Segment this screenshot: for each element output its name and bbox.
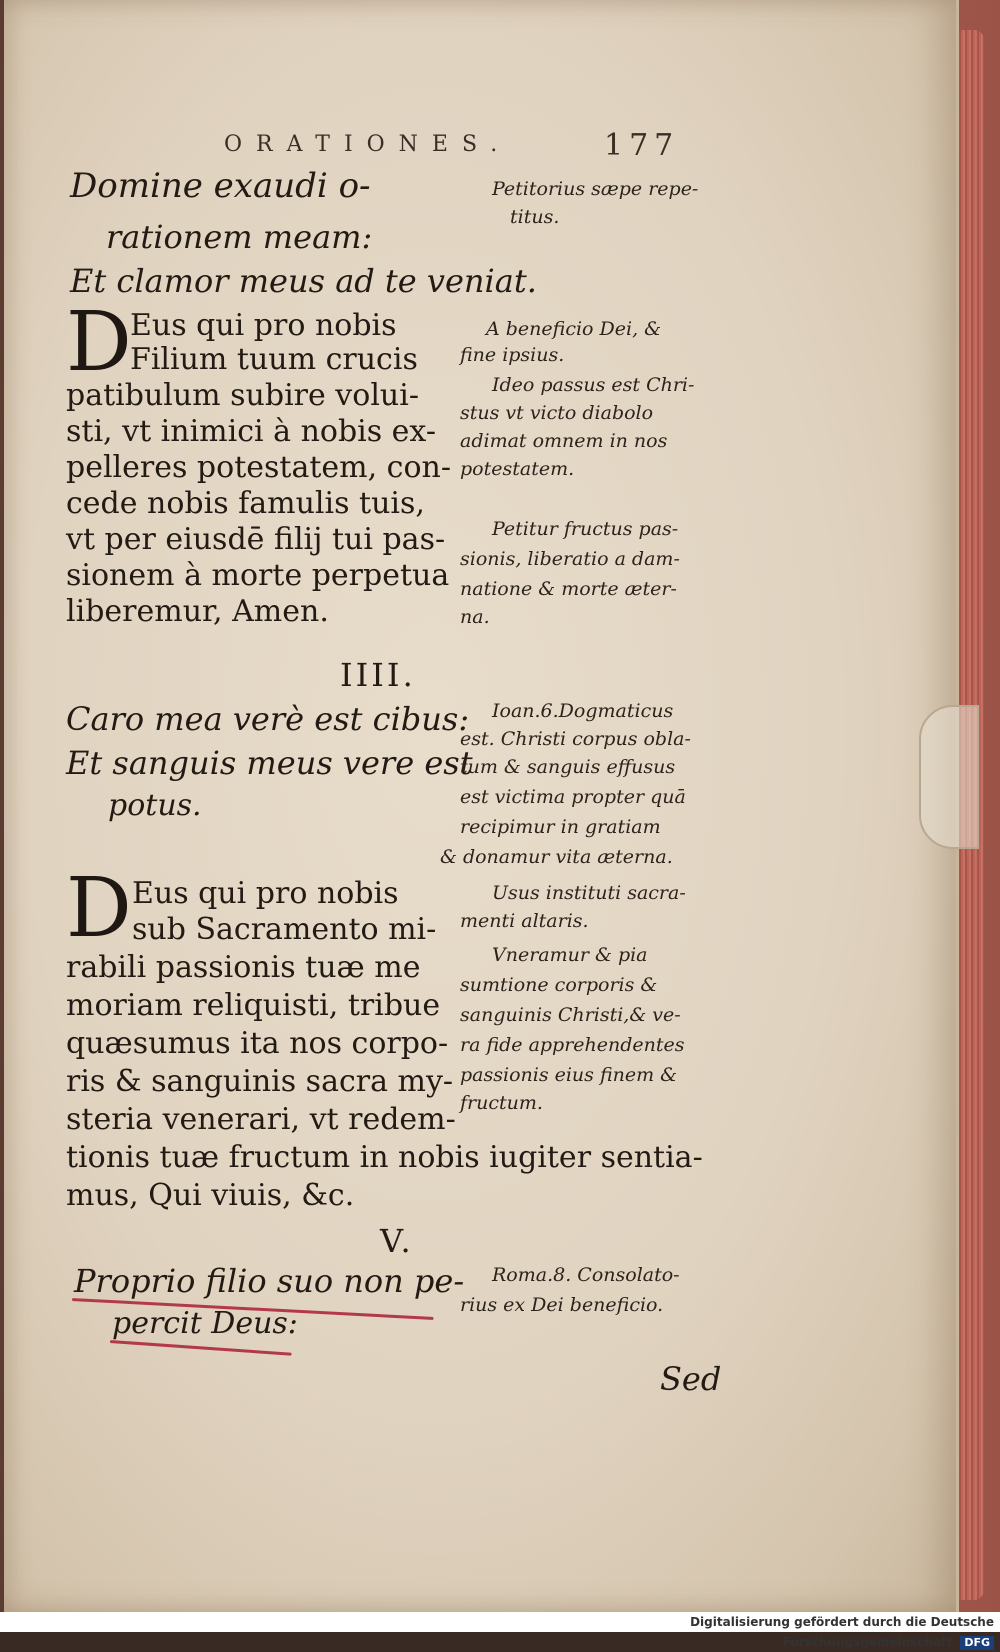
margin-note: fructum. [460, 1092, 543, 1114]
margin-note: fine ipsius. [460, 344, 565, 366]
margin-note: sumtione corporis & [460, 974, 658, 996]
margin-note: est. Christi corpus obla- [460, 728, 691, 750]
red-pen-underline [110, 1340, 292, 1356]
margin-note: passionis eius finem & [460, 1064, 678, 1086]
prayer-line: mus, Qui viuis, &c. [66, 1178, 355, 1213]
versicle-line: potus. [108, 788, 202, 823]
margin-note: rius ex Dei beneficio. [460, 1294, 664, 1316]
digitization-credit [600, 1612, 1000, 1649]
prayer-line: pelleres potestatem, con- [66, 450, 451, 485]
margin-note: sanguinis Christi,& ve- [460, 1004, 681, 1026]
catchword: Sed [660, 1360, 722, 1398]
versicle-line: rationem meam: [106, 218, 373, 256]
versicle-line: percit Deus: [112, 1306, 298, 1341]
versicle-line: Caro mea verè est cibus: [66, 700, 470, 738]
margin-note: Petitur fructus pas- [492, 518, 679, 540]
prayer-line: patibulum subire volui- [66, 378, 419, 413]
margin-note: tum & sanguis effusus [460, 756, 676, 778]
page-tab-marker [919, 705, 979, 849]
prayer-line: Eus qui pro nobis [130, 308, 397, 343]
margin-note: ra fide apprehendentes [460, 1034, 685, 1056]
prayer-line: moriam reliquisti, tribue [66, 988, 441, 1023]
page-number: 177 [604, 128, 680, 163]
margin-note: est victima propter quā [460, 786, 686, 808]
prayer-line: ris & sanguinis sacra my- [66, 1064, 454, 1099]
prayer-line: sub Sacramento mi- [132, 912, 437, 947]
margin-note: sionis, liberatio a dam- [460, 548, 680, 570]
credit-text: Digitalisierung gefördert durch die Deutsche Forschungsgemeinschaft [690, 1615, 994, 1649]
prayer-line: steria venerari, vt redem- [66, 1102, 456, 1137]
section-numeral: IIII. [340, 656, 416, 694]
versicle-line: Et sanguis meus vere est [66, 744, 473, 782]
margin-note: Roma.8. Consolato- [492, 1264, 680, 1286]
margin-note: & donamur vita æterna. [440, 846, 673, 868]
drop-cap: D [66, 295, 132, 390]
prayer-line: rabili passionis tuæ me [66, 950, 421, 985]
prayer-line: cede nobis famulis tuis, [66, 486, 425, 521]
margin-note: potestatem. [460, 458, 575, 480]
running-header [224, 128, 724, 163]
prayer-line: sionem à morte perpetua [66, 558, 450, 593]
versicle-line: Proprio filio suo non pe- [74, 1262, 465, 1300]
prayer-line: tionis tuæ fructum in nobis iugiter sentia- [66, 1140, 703, 1175]
versicle-line: Domine exaudi o- [70, 166, 371, 206]
margin-note: stus vt victo diabolo [460, 402, 654, 424]
margin-note: Vneramur & pia [492, 944, 648, 966]
margin-note: Petitorius sæpe repe- [492, 178, 699, 200]
book-page [4, 0, 959, 1612]
margin-note: natione & morte æter- [460, 578, 677, 600]
drop-cap: D [66, 861, 132, 956]
margin-note: A beneficio Dei, & [486, 318, 662, 340]
versicle-line: Et clamor meus ad te veniat. [70, 262, 537, 300]
margin-note: na. [460, 606, 490, 628]
margin-note: menti altaris. [460, 910, 589, 932]
prayer-line: Filium tuum crucis [130, 342, 418, 377]
running-title: ORATIONES. [224, 132, 512, 157]
prayer-line: sti, vt inimici à nobis ex- [66, 414, 436, 449]
prayer-line: quæsumus ita nos corpo- [66, 1026, 449, 1061]
dfg-logo: DFG [960, 1636, 994, 1650]
margin-note: recipimur in gratiam [460, 816, 661, 838]
section-numeral: V. [380, 1222, 414, 1260]
prayer-line: Eus qui pro nobis [132, 876, 399, 911]
margin-note: Ioan.6.Dogmaticus [492, 700, 674, 722]
margin-note: adimat omnem in nos [460, 430, 668, 452]
margin-note: Usus instituti sacra- [492, 882, 686, 904]
prayer-line: liberemur, Amen. [66, 594, 329, 629]
margin-note: titus. [510, 206, 560, 228]
margin-note: Ideo passus est Chri- [492, 374, 695, 396]
prayer-line: vt per eiusdē filij tui pas- [66, 522, 446, 557]
